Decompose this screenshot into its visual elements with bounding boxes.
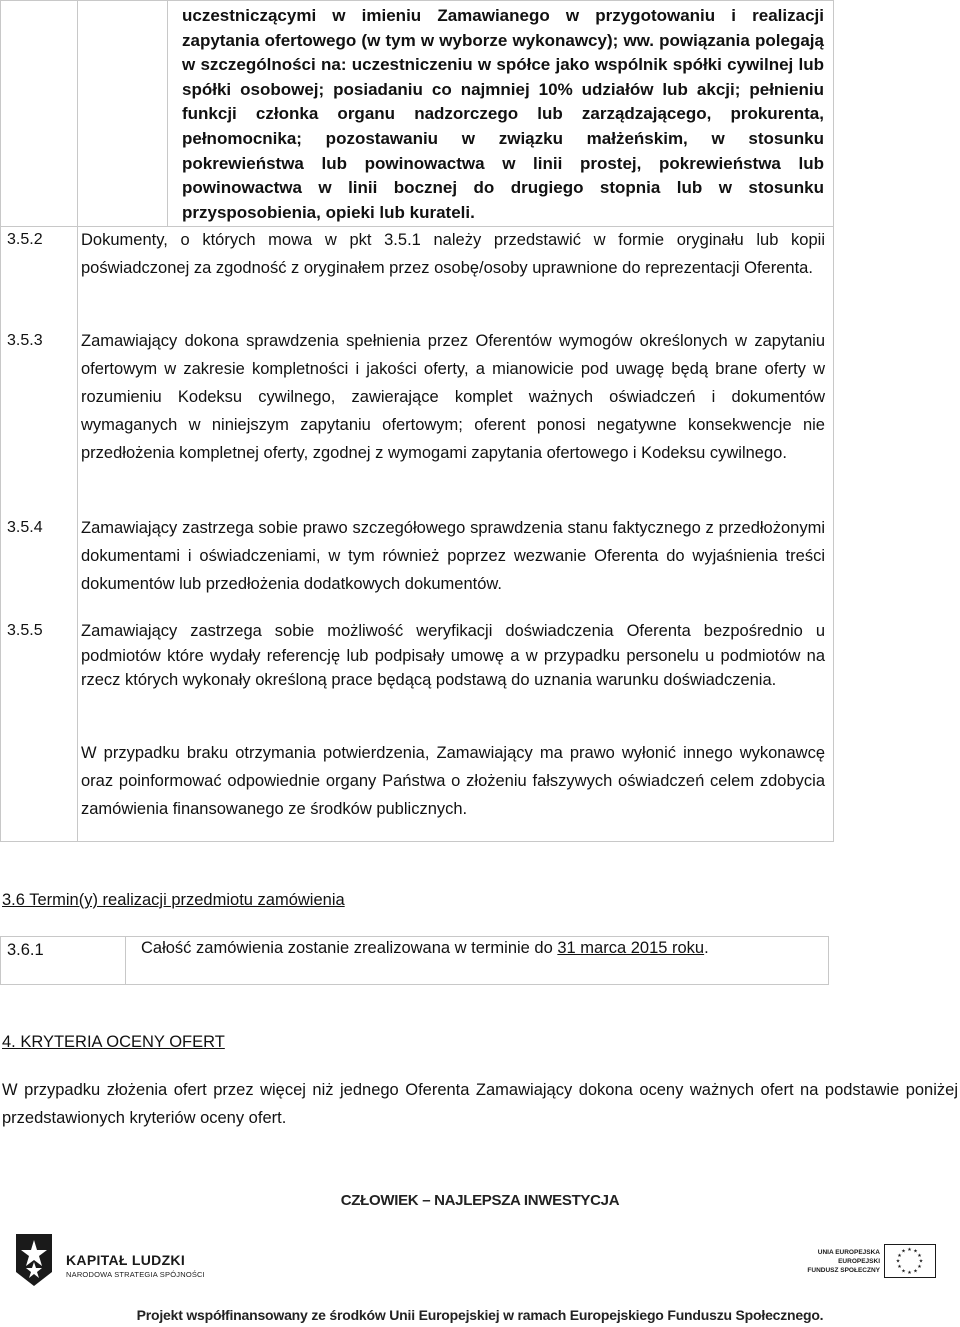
svg-text:★: ★	[907, 1270, 912, 1276]
section-3-6-1-number: 3.6.1	[7, 941, 44, 959]
table-divider	[77, 1, 78, 841]
deadline-date: 31 marca 2015 roku	[557, 939, 705, 957]
kapital-ludzki-logo-icon	[12, 1232, 56, 1288]
section-3-6-heading: 3.6 Termin(y) realizacji przedmiotu zamówienia	[2, 891, 345, 909]
section-3-5-5-number: 3.5.5	[7, 622, 43, 639]
section-3-6-1-text-before: Całość zamówienia zostanie zrealizowana w terminie do	[141, 939, 558, 957]
section-3-5-4-number: 3.5.4	[7, 519, 43, 536]
table-divider	[167, 1, 168, 226]
kl-subtitle: NARODOWA STRATEGIA SPÓJNOŚCI	[66, 1270, 205, 1279]
svg-text:★: ★	[901, 1248, 906, 1255]
svg-text:★: ★	[897, 1253, 902, 1259]
section-3-6-1-text-after: .	[704, 939, 709, 957]
section-3-5-4-text: Zamawiający zastrzega sobie prawo szczegółowego sprawdzenia stanu faktycznego z przedłożonymi dokumentami i oświadczeniami, w tym również poprzez wezwanie Oferenta do wyjaśnienia treści dokumentów lub przedłożenia dodatkowych dokumentów.	[81, 519, 825, 593]
eu-logo-text	[790, 1248, 880, 1275]
svg-text:★: ★	[897, 1264, 902, 1270]
svg-text:★: ★	[917, 1253, 922, 1259]
section-3-5-1-continuation: uczestniczącymi w imieniu Zamawianego w przygotowaniu i realizacji zapytania ofertowego (w tym w wyborze wykonawcy); ww. powiązania polegają w szczególności na: uczestniczeniu w spółce jako wspólnik spółki cywilnej lub spółki osobowej; posiadaniu co najmniej 10% udziałów lub akcji; pełnieniu funkcji członka organu nadzorczego lub zarządzającego, prokurenta, pełnomocnika; pozostawaniu w związku małżeńskim, w stosunku pokrewieństwa lub powinowactwa w linii prostej, pokrewieństwa lub powinowactwa w linii bocznej do drugiego stopnia lub w stosunku przysposobienia, opieki lub kurateli.	[182, 6, 824, 222]
svg-text:★: ★	[901, 1268, 906, 1275]
kl-title: KAPITAŁ LUDZKI	[66, 1252, 186, 1268]
svg-text:★: ★	[913, 1248, 918, 1255]
svg-text:★: ★	[913, 1268, 918, 1275]
section-4-heading: 4. KRYTERIA OCENY OFERT	[2, 1033, 225, 1051]
eu-line-2: EUROPEJSKI	[838, 1258, 880, 1265]
eu-line-3: FUNDUSZ SPOŁECZNY	[807, 1267, 880, 1274]
eu-line-1: UNIA EUROPEJSKA	[817, 1249, 880, 1256]
footer-slogan: CZŁOWIEK – NAJLEPSZA INWESTYCJA	[340, 1192, 620, 1209]
section-3-5-5-text: Zamawiający zastrzega sobie możliwość weryfikacji doświadczenia Oferenta bezpośrednio u podmiotów które wydały referencję lub podpisały umowę a w przypadku personelu u podmiotów na rzecz których wykonały określoną prace będącą podstawą do uznania warunku doświadczenia.	[81, 622, 825, 689]
section-3-5-3-number: 3.5.3	[7, 332, 43, 349]
svg-text:★: ★	[895, 1258, 901, 1265]
section-3-5-5-text-2: W przypadku braku otrzymania potwierdzenia, Zamawiający ma prawo wyłonić innego wykonawcę oraz poinformować odpowiednie organy Państwa o złożeniu fałszywych oświadczeń celem zdobycia zamówienia finansowanego ze środków publicznych.	[81, 744, 825, 818]
section-3-5-3-text: Zamawiający dokona sprawdzenia spełnienia przez Oferentów wymogów określonych w zapytaniu ofertowym w zakresie kompletności i jakości oferty, a mianowicie pod uwagę będą brane oferty w rozumieniu Kodeksu cywilnego, zawierające komplet ważnych oświadczeń i dokumentów wymaganych w niniejszym zapytaniu ofertowym; oferent ponosi negatywne konsekwencje nie przedłożenia kompletnej oferty, zgodnej z wymogami zapytania ofertowego i Kodeksu cywilnego.	[81, 332, 825, 462]
eu-flag-icon	[884, 1244, 936, 1278]
svg-text:★: ★	[917, 1264, 922, 1270]
section-3-5-2-text: Dokumenty, o których mowa w pkt 3.5.1 należy przedstawić w formie oryginału lub kopii poświadczonej za zgodność z oryginałem przez osobę/osoby uprawnione do reprezentacji Oferenta.	[81, 231, 825, 277]
svg-text:★: ★	[907, 1247, 912, 1253]
table-divider	[125, 937, 126, 984]
svg-text:★: ★	[918, 1258, 924, 1265]
section-3-5-2-number: 3.5.2	[7, 231, 43, 248]
section-3-6-1-text	[141, 939, 709, 958]
footer-cofinancing-note: Projekt współfinansowany ze środków Unii Europejskiej w ramach Europejskiego Funduszu Społecznego.	[136, 1307, 824, 1323]
section-4-text: W przypadku złożenia ofert przez więcej niż jednego Oferenta Zamawiający dokona oceny ważnych ofert na podstawie poniżej przedstawionych kryteriów oceny ofert.	[2, 1081, 958, 1127]
